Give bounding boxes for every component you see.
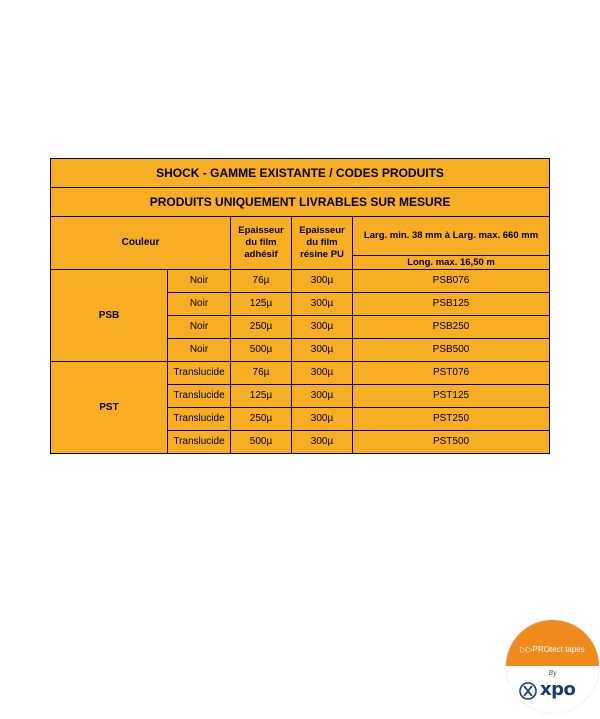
table-row — [51, 362, 550, 385]
row-product-code: PST125 — [353, 385, 550, 408]
row-resin-thickness: 300µ — [292, 385, 353, 408]
row-resin-thickness: 300µ — [292, 293, 353, 316]
row-film-thickness: 125µ — [231, 293, 292, 316]
row-color: Noir — [168, 316, 231, 339]
group-label: PST — [51, 362, 168, 454]
row-product-code: PSB125 — [353, 293, 550, 316]
row-color: Translucide — [168, 362, 231, 385]
row-resin-thickness: 300µ — [292, 362, 353, 385]
row-resin-thickness: 300µ — [292, 270, 353, 293]
row-product-code: PST250 — [353, 408, 550, 431]
logo-brand-name: xpo — [540, 679, 576, 700]
table-row — [51, 270, 550, 293]
header-longueur: Long. max. 16,50 m — [353, 256, 550, 270]
row-resin-thickness: 300µ — [292, 431, 353, 454]
row-product-code: PST076 — [353, 362, 550, 385]
row-product-code: PSB250 — [353, 316, 550, 339]
row-resin-thickness: 300µ — [292, 316, 353, 339]
xpo-swirl-icon — [519, 682, 537, 700]
logo-orange-cap — [506, 620, 599, 666]
xpo-protect-tapes-logo — [506, 620, 599, 713]
row-color: Translucide — [168, 385, 231, 408]
header-couleur: Couleur — [51, 217, 231, 270]
row-film-thickness: 500µ — [231, 339, 292, 362]
row-product-code: PSB500 — [353, 339, 550, 362]
row-film-thickness: 125µ — [231, 385, 292, 408]
table-subtitle: PRODUITS UNIQUEMENT LIVRABLES SUR MESURE — [51, 188, 550, 217]
row-color: Noir — [168, 339, 231, 362]
header-largeur: Larg. min. 38 mm à Larg. max. 660 mm — [353, 217, 550, 256]
table-title: SHOCK - GAMME EXISTANTE / CODES PRODUITS — [51, 159, 550, 188]
row-product-code: PST500 — [353, 431, 550, 454]
header-epaisseur-resine: Epaisseur du film résine PU — [292, 217, 353, 270]
header-epaisseur-film: Epaisseur du film adhésif — [231, 217, 292, 270]
row-color: Noir — [168, 270, 231, 293]
row-film-thickness: 250µ — [231, 408, 292, 431]
group-label: PSB — [51, 270, 168, 362]
row-film-thickness: 76µ — [231, 270, 292, 293]
row-product-code: PSB076 — [353, 270, 550, 293]
row-color: Noir — [168, 293, 231, 316]
logo-tagline: ▷▷PROtect tapes — [520, 645, 585, 654]
row-film-thickness: 250µ — [231, 316, 292, 339]
row-color: Translucide — [168, 431, 231, 454]
row-resin-thickness: 300µ — [292, 339, 353, 362]
row-film-thickness: 76µ — [231, 362, 292, 385]
logo-by-text: By — [548, 670, 557, 677]
row-resin-thickness: 300µ — [292, 408, 353, 431]
product-codes-table — [50, 158, 550, 454]
row-color: Translucide — [168, 408, 231, 431]
row-film-thickness: 500µ — [231, 431, 292, 454]
